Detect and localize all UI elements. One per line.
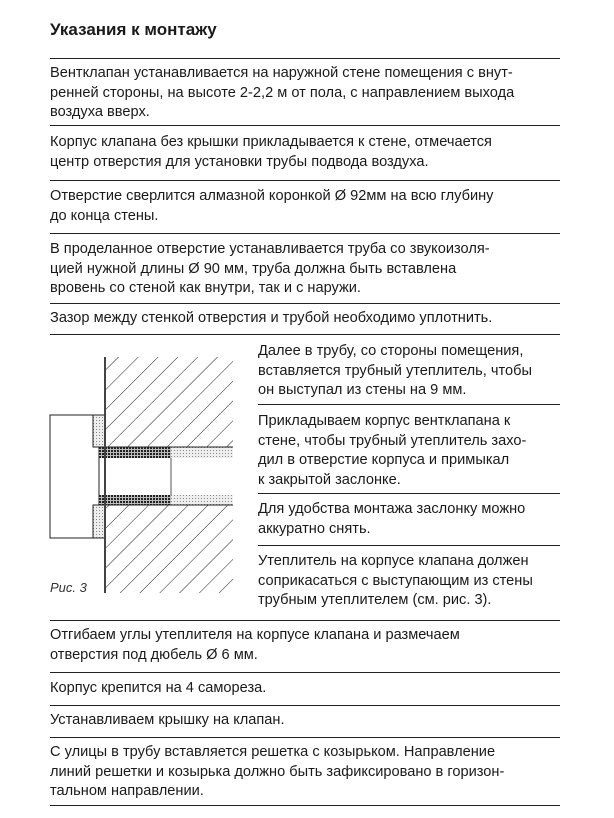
text-line: Зазор между стенкой отверстия и трубой необходимо уплотнить. bbox=[50, 310, 493, 326]
text-line: вставляется трубный утеплитель, чтобы bbox=[258, 362, 532, 379]
text-line: дил в отверстие корпуса и примыкал bbox=[258, 452, 510, 468]
text-line: воздуха вверх. bbox=[50, 104, 150, 120]
text-line: Корпус крепится на 4 самореза. bbox=[50, 680, 267, 696]
text-line: Для удобства монтажа заслонку можно bbox=[258, 501, 526, 517]
pipe-top bbox=[171, 447, 233, 458]
divider bbox=[50, 737, 560, 738]
text-line: до конца стены. bbox=[50, 207, 159, 224]
text-line: Отгибаем углы утеплителя на корпусе клапана и размечаем bbox=[50, 627, 460, 643]
text-line: ренней стороны, на высоте 2-2,2 м от пола, с направлением выхода bbox=[50, 84, 515, 101]
divider bbox=[50, 805, 560, 806]
text-line: трубным утеплителем (см. рис. 3). bbox=[258, 592, 492, 608]
text-line: Устанавливаем крышку на клапан. bbox=[50, 712, 285, 728]
text-line: центр отверстия для установки трубы подвода воздуха. bbox=[50, 153, 429, 170]
text-line: отверстия под дюбель Ø 6 мм. bbox=[50, 646, 258, 663]
valve-body bbox=[50, 415, 99, 538]
text-line: соприкасаться с выступающим из стены bbox=[258, 572, 533, 589]
pipe-insulation-top bbox=[99, 447, 171, 458]
page-title: Указания к монтажу bbox=[50, 20, 217, 39]
text-line: С улицы в трубу вставляется решетка с козырьком. Направление bbox=[50, 744, 496, 760]
figure-caption: Рис. 3 bbox=[50, 580, 87, 595]
text-line: Прикладываем корпус вентклапана к bbox=[258, 413, 511, 429]
text-line: линий решетки и козырька должно быть зафиксировано в горизон- bbox=[50, 763, 505, 780]
text-line: тальном направлении. bbox=[50, 783, 204, 799]
body-insulation-top bbox=[93, 415, 105, 447]
text-line: он выступал из стены на 9 мм. bbox=[258, 382, 467, 398]
pipe-insulation-bottom bbox=[99, 495, 171, 505]
paragraph bbox=[50, 626, 460, 665]
paragraph bbox=[50, 711, 285, 731]
text-line: цией нужной длины Ø 90 мм, труба должна быть вставлена bbox=[50, 260, 457, 277]
body-insulation-bottom bbox=[93, 505, 105, 538]
paragraph bbox=[50, 679, 266, 699]
divider bbox=[50, 705, 560, 706]
text-line: В проделанное отверстие устанавливается труба со звукоизоля- bbox=[50, 241, 490, 257]
text-line: вровень со стеной как внутри, так и с наружи. bbox=[50, 280, 361, 296]
wall-upper bbox=[105, 357, 233, 447]
text-line: Далее в трубу, со стороны помещения, bbox=[258, 343, 524, 359]
text-line: к закрытой заслонке. bbox=[258, 471, 401, 488]
text-line: Отверстие сверлится алмазной коронкой Ø 92мм на всю глубину bbox=[50, 188, 494, 204]
text-line: Вентклапан устанавливается на наружной стене помещения с внут- bbox=[50, 65, 513, 81]
divider bbox=[50, 620, 560, 621]
text-line: аккуратно снять. bbox=[258, 520, 371, 537]
text-line: Утеплитель на корпусе клапана должен bbox=[258, 553, 529, 569]
paragraph bbox=[50, 743, 504, 802]
text-line: стене, чтобы трубный утеплитель захо- bbox=[258, 432, 527, 449]
divider bbox=[50, 672, 560, 673]
pipe-bottom bbox=[171, 495, 233, 505]
wall-lower bbox=[105, 505, 233, 593]
text-line: Корпус клапана без крышки прикладывается к стене, отмечается bbox=[50, 134, 492, 150]
